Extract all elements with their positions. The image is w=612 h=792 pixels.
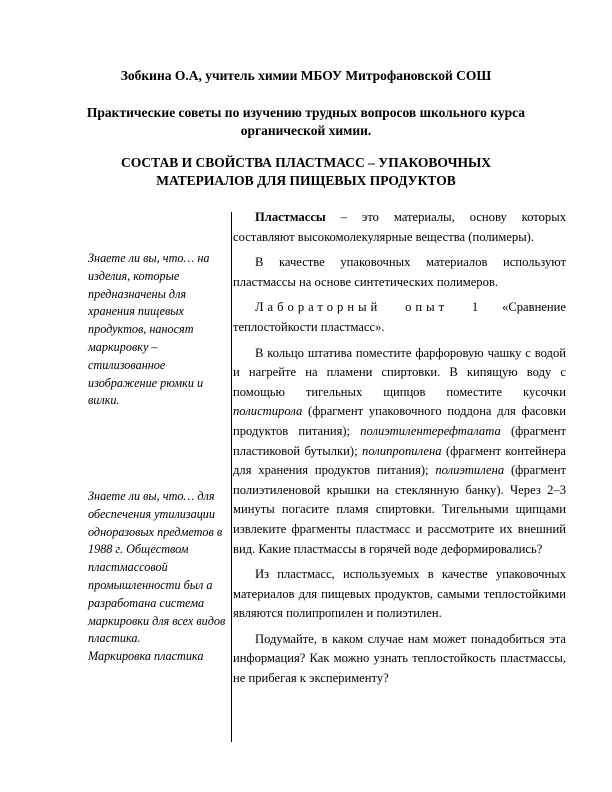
sidebar-note-1: Знаете ли вы, что… на изделия, которые предназначены для хранения пищевых продуктов, наносят маркировку – стилизованное изображение рюмки и вилки. — [88, 251, 210, 408]
lab-title: «Сравнение теплостойкости пластмасс». — [233, 300, 566, 334]
sidebar-notes — [88, 250, 228, 664]
column-divider — [231, 212, 232, 742]
sidebar-note-2-tail: Маркировка пластика — [88, 649, 204, 664]
paragraph-3 — [233, 298, 566, 337]
term-polyethylene: полиэтилена — [435, 463, 505, 478]
term-polystyrene: полистирола — [233, 404, 303, 419]
p4-e: (фрагмент полиэтиленовой крышки на стеклянную банку). Через 2–3 минуты погасите пламя спиртовки. Тигельными щипцами извлеките фрагменты пластмасс и рассмотрите их внешний вид. Какие пластмассы в горячей воде деформировались? — [233, 463, 566, 556]
paragraph-1 — [233, 208, 566, 247]
term-pet: полиэтилентерефталата — [360, 423, 501, 438]
main-text — [233, 208, 566, 689]
p1-text: – это материалы, основу которых составляют высокомолекулярные вещества (полимеры). — [233, 210, 566, 244]
term-plastics: Пластмассы — [255, 210, 326, 224]
paragraph-2: В качестве упаковочных материалов используют пластмассы на основе синтетических полимеров. — [233, 255, 566, 289]
article-title: СОСТАВ И СВОЙСТВА ПЛАСТМАСС – УПАКОВОЧНЫХ МАТЕРИАЛОВ ДЛЯ ПИЩЕВЫХ ПРОДУКТОВ — [120, 155, 491, 188]
sidebar-note-2: Знаете ли вы, что… для обеспечения утилизации одноразовых предметов в 1988 г. Обществом пластмассовой промышленности был а разработана система маркировки для всех видов пластика. — [88, 489, 226, 646]
subtitle: Практические советы по изучению трудных вопросов школьного курса органической химии. — [86, 105, 526, 138]
p4-d: (фрагмент контейнера для хранения продуктов питания); — [233, 443, 566, 478]
p4-a: В кольцо штатива поместите фарфоровую чашку с водой и нагрейте на пламени спиртовки. В кипящую воду с помощью тигельных щипцов поместите кусочки — [233, 345, 566, 399]
paragraph-4 — [233, 344, 566, 560]
p4-b: (фрагмент упаковочного поддона для фасовки продуктов питания); — [233, 404, 566, 438]
p4-c: (фрагмент пластиковой бутылки); — [233, 423, 566, 458]
author-line: Зобкина О.А, учитель химии МБОУ Митрофановской СОШ — [120, 68, 492, 83]
paragraph-6: Подумайте, в каком случае нам может понадобиться эта информация? Как можно узнать теплостойкость пластмассы, не прибегая к эксперименту? — [233, 631, 566, 686]
paragraph-5: Из пластмасс, используемых в качестве упаковочных материалов для пищевых продуктов, самыми теплостойкими являются полипропилен и полиэтилен. — [233, 567, 566, 621]
term-polypropylene: полипропилена — [362, 443, 442, 458]
lab-heading: Лабораторный опыт 1 — [255, 300, 483, 315]
